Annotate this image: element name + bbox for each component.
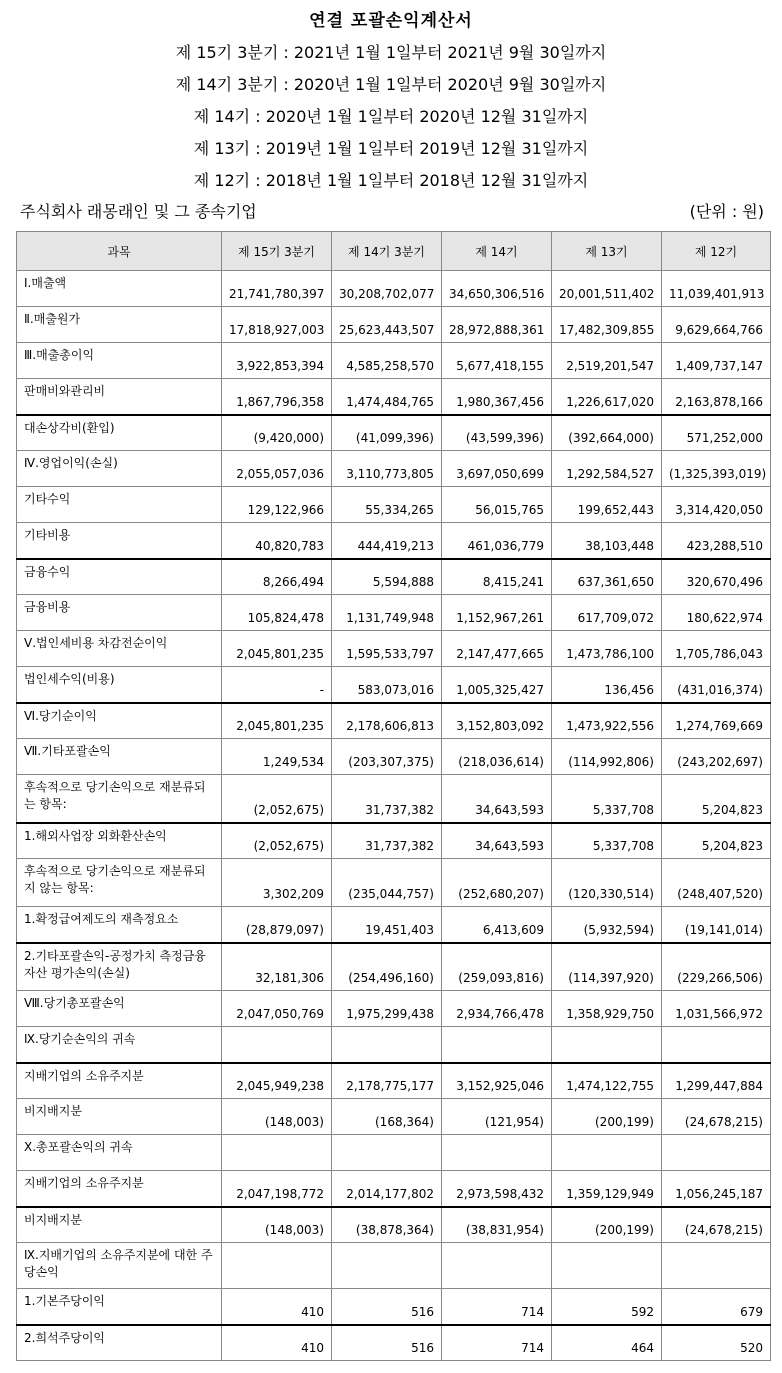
unit-label: (단위 : 원) [689, 202, 764, 221]
amount-cell: (1,325,393,019) [662, 451, 771, 487]
amount-cell: 1,980,367,456 [442, 379, 552, 415]
amount-cell: 2,163,878,166 [662, 379, 771, 415]
account-label: 후속적으로 당기손익으로 재분류되지 않는 항목: [17, 859, 222, 907]
account-label: Ⅵ.당기순이익 [17, 703, 222, 739]
amount-cell: 21,741,780,397 [222, 271, 332, 307]
amount-cell: 9,629,664,766 [662, 307, 771, 343]
header-cell: 제 14기 [442, 232, 552, 271]
account-label: 금융비용 [17, 595, 222, 631]
period-line: 제 14기 : 2020년 1월 1일부터 2020년 12월 31일까지 [193, 107, 589, 126]
amount-cell [332, 1027, 442, 1063]
table-row [17, 1063, 771, 1099]
table-row [17, 307, 771, 343]
amount-cell: 28,972,888,361 [442, 307, 552, 343]
account-label: 2.희석주당이익 [17, 1325, 222, 1361]
amount-cell: 5,594,888 [332, 559, 442, 595]
amount-cell: 32,181,306 [222, 943, 332, 991]
amount-cell: 1,226,617,020 [552, 379, 662, 415]
amount-cell: 2,047,050,769 [222, 991, 332, 1027]
amount-cell: 1,292,584,527 [552, 451, 662, 487]
table-row [17, 823, 771, 859]
amount-cell: (38,878,364) [332, 1207, 442, 1243]
amount-cell: (28,879,097) [222, 907, 332, 943]
amount-cell [552, 1243, 662, 1289]
amount-cell: (24,678,215) [662, 1099, 771, 1135]
amount-cell: (259,093,816) [442, 943, 552, 991]
amount-cell: (392,664,000) [552, 415, 662, 451]
amount-cell: 1,409,737,147 [662, 343, 771, 379]
amount-cell [442, 1027, 552, 1063]
table-row [17, 739, 771, 775]
amount-cell: 1,299,447,884 [662, 1063, 771, 1099]
amount-cell [662, 1243, 771, 1289]
header-cell: 제 12기 [662, 232, 771, 271]
amount-cell: (254,496,160) [332, 943, 442, 991]
account-label: Ⅱ.매출원가 [17, 307, 222, 343]
account-label: 후속적으로 당기손익으로 재분류되는 항목: [17, 775, 222, 823]
period-line: 제 14기 3분기 : 2020년 1월 1일부터 2020년 9월 30일까지 [175, 75, 607, 94]
amount-cell: 2,045,801,235 [222, 631, 332, 667]
account-label: 2.기타포괄손익-공정가치 측정금융자산 평가손익(손실) [17, 943, 222, 991]
amount-cell: 1,474,484,765 [332, 379, 442, 415]
amount-cell: 19,451,403 [332, 907, 442, 943]
amount-cell: 1,031,566,972 [662, 991, 771, 1027]
account-label: 법인세수익(비용) [17, 667, 222, 703]
amount-cell: 637,361,650 [552, 559, 662, 595]
amount-cell: 38,103,448 [552, 523, 662, 559]
amount-cell: (148,003) [222, 1099, 332, 1135]
amount-cell: 55,334,265 [332, 487, 442, 523]
table-row [17, 1325, 771, 1361]
amount-cell [442, 1135, 552, 1171]
amount-cell: 2,178,606,813 [332, 703, 442, 739]
account-label: 1.해외사업장 외화환산손익 [17, 823, 222, 859]
amount-cell: 679 [662, 1289, 771, 1325]
amount-cell: (114,992,806) [552, 739, 662, 775]
table-row [17, 775, 771, 823]
account-label: 1.확정급여제도의 재측정요소 [17, 907, 222, 943]
amount-cell: 3,922,853,394 [222, 343, 332, 379]
account-label: Ⅸ.지배기업의 소유주지분에 대한 주당손익 [17, 1243, 222, 1289]
amount-cell: (114,397,920) [552, 943, 662, 991]
amount-cell: 1,595,533,797 [332, 631, 442, 667]
amount-cell: (243,202,697) [662, 739, 771, 775]
amount-cell: 2,014,177,802 [332, 1171, 442, 1207]
amount-cell: 444,419,213 [332, 523, 442, 559]
amount-cell: - [222, 667, 332, 703]
amount-cell: (2,052,675) [222, 823, 332, 859]
account-label: Ⅳ.영업이익(손실) [17, 451, 222, 487]
table-row [17, 1243, 771, 1289]
amount-cell: 25,623,443,507 [332, 307, 442, 343]
amount-cell: (120,330,514) [552, 859, 662, 907]
amount-cell: (203,307,375) [332, 739, 442, 775]
amount-cell: (41,099,396) [332, 415, 442, 451]
statement-title: 연결 포괄손익계산서 [309, 11, 473, 31]
amount-cell: 592 [552, 1289, 662, 1325]
amount-cell: 2,047,198,772 [222, 1171, 332, 1207]
amount-cell: (38,831,954) [442, 1207, 552, 1243]
amount-cell: (43,599,396) [442, 415, 552, 451]
amount-cell [222, 1243, 332, 1289]
account-label: Ⅸ.당기순손익의 귀속 [17, 1027, 222, 1063]
amount-cell [332, 1135, 442, 1171]
account-label: Ⅲ.매출총이익 [17, 343, 222, 379]
amount-cell: 4,585,258,570 [332, 343, 442, 379]
amount-cell: 1,474,122,755 [552, 1063, 662, 1099]
amount-cell: (218,036,614) [442, 739, 552, 775]
amount-cell: 31,737,382 [332, 775, 442, 823]
amount-cell: (5,932,594) [552, 907, 662, 943]
header-cell: 제 13기 [552, 232, 662, 271]
amount-cell: 5,677,418,155 [442, 343, 552, 379]
amount-cell: 423,288,510 [662, 523, 771, 559]
table-row [17, 523, 771, 559]
amount-cell [332, 1243, 442, 1289]
amount-cell: 583,073,016 [332, 667, 442, 703]
table-row [17, 667, 771, 703]
amount-cell: 2,178,775,177 [332, 1063, 442, 1099]
amount-cell: 1,473,786,100 [552, 631, 662, 667]
amount-cell: 1,358,929,750 [552, 991, 662, 1027]
header-cell: 과목 [17, 232, 222, 271]
amount-cell: 34,650,306,516 [442, 271, 552, 307]
account-label: Ⅰ.매출액 [17, 271, 222, 307]
table-row [17, 451, 771, 487]
amount-cell: 6,413,609 [442, 907, 552, 943]
table-row [17, 559, 771, 595]
table-row [17, 1027, 771, 1063]
amount-cell: 8,266,494 [222, 559, 332, 595]
account-label: 대손상각비(환입) [17, 415, 222, 451]
amount-cell: 31,737,382 [332, 823, 442, 859]
amount-cell: 17,818,927,003 [222, 307, 332, 343]
amount-cell: 8,415,241 [442, 559, 552, 595]
amount-cell: 105,824,478 [222, 595, 332, 631]
amount-cell: 34,643,593 [442, 823, 552, 859]
amount-cell: 410 [222, 1325, 332, 1361]
account-label: 판매비와관리비 [17, 379, 222, 415]
table-row [17, 703, 771, 739]
table-row [17, 991, 771, 1027]
amount-cell: 1,131,749,948 [332, 595, 442, 631]
amount-cell: (2,052,675) [222, 775, 332, 823]
amount-cell: 2,045,949,238 [222, 1063, 332, 1099]
amount-cell: (148,003) [222, 1207, 332, 1243]
amount-cell: 3,302,209 [222, 859, 332, 907]
period-line: 제 12기 : 2018년 1월 1일부터 2018년 12월 31일까지 [193, 171, 589, 190]
period-line: 제 15기 3분기 : 2021년 1월 1일부터 2021년 9월 30일까지 [175, 43, 607, 62]
amount-cell: (200,199) [552, 1207, 662, 1243]
amount-cell: 40,820,783 [222, 523, 332, 559]
amount-cell [552, 1027, 662, 1063]
amount-cell: 129,122,966 [222, 487, 332, 523]
amount-cell: 20,001,511,402 [552, 271, 662, 307]
table-row [17, 415, 771, 451]
table-row [17, 1099, 771, 1135]
amount-cell: 1,056,245,187 [662, 1171, 771, 1207]
amount-cell: 3,152,803,092 [442, 703, 552, 739]
amount-cell: (168,364) [332, 1099, 442, 1135]
amount-cell: 1,705,786,043 [662, 631, 771, 667]
amount-cell: 180,622,974 [662, 595, 771, 631]
account-label: 기타수익 [17, 487, 222, 523]
amount-cell: 34,643,593 [442, 775, 552, 823]
amount-cell: (229,266,506) [662, 943, 771, 991]
account-label: 지배기업의 소유주지분 [17, 1063, 222, 1099]
amount-cell: 3,152,925,046 [442, 1063, 552, 1099]
account-label: 1.기본주당이익 [17, 1289, 222, 1325]
amount-cell: 464 [552, 1325, 662, 1361]
account-label: 지배기업의 소유주지분 [17, 1171, 222, 1207]
amount-cell: 1,867,796,358 [222, 379, 332, 415]
amount-cell: 3,314,420,050 [662, 487, 771, 523]
account-label: 비지배지분 [17, 1099, 222, 1135]
account-label: Ⅷ.당기총포괄손익 [17, 991, 222, 1027]
amount-cell [222, 1135, 332, 1171]
amount-cell: (252,680,207) [442, 859, 552, 907]
amount-cell [222, 1027, 332, 1063]
amount-cell [442, 1243, 552, 1289]
amount-cell: (235,044,757) [332, 859, 442, 907]
table-row [17, 1289, 771, 1325]
amount-cell: 2,934,766,478 [442, 991, 552, 1027]
amount-cell: 2,147,477,665 [442, 631, 552, 667]
amount-cell: 2,973,598,432 [442, 1171, 552, 1207]
account-label: Ⅹ.총포괄손익의 귀속 [17, 1135, 222, 1171]
amount-cell: 2,045,801,235 [222, 703, 332, 739]
company-name: 주식회사 래몽래인 및 그 종속기업 [20, 202, 257, 221]
header-row [17, 232, 771, 271]
amount-cell: 1,473,922,556 [552, 703, 662, 739]
amount-cell: (19,141,014) [662, 907, 771, 943]
amount-cell: 3,110,773,805 [332, 451, 442, 487]
amount-cell: 520 [662, 1325, 771, 1361]
table-row [17, 1135, 771, 1171]
amount-cell: (248,407,520) [662, 859, 771, 907]
table-row [17, 343, 771, 379]
table-row [17, 271, 771, 307]
amount-cell: 5,337,708 [552, 775, 662, 823]
amount-cell: 1,975,299,438 [332, 991, 442, 1027]
amount-cell: 11,039,401,913 [662, 271, 771, 307]
table-row [17, 631, 771, 667]
amount-cell: 714 [442, 1289, 552, 1325]
amount-cell: (200,199) [552, 1099, 662, 1135]
income-statement-table [16, 231, 771, 1361]
amount-cell: 5,337,708 [552, 823, 662, 859]
amount-cell: (121,954) [442, 1099, 552, 1135]
amount-cell: 410 [222, 1289, 332, 1325]
amount-cell: 461,036,779 [442, 523, 552, 559]
amount-cell [552, 1135, 662, 1171]
amount-cell: 1,359,129,949 [552, 1171, 662, 1207]
amount-cell: 1,274,769,669 [662, 703, 771, 739]
account-label: Ⅶ.기타포괄손익 [17, 739, 222, 775]
account-label: 기타비용 [17, 523, 222, 559]
amount-cell: 320,670,496 [662, 559, 771, 595]
table-row [17, 1207, 771, 1243]
amount-cell: 136,456 [552, 667, 662, 703]
amount-cell: 2,519,201,547 [552, 343, 662, 379]
amount-cell: 30,208,702,077 [332, 271, 442, 307]
table-body [17, 271, 771, 1361]
amount-cell: 5,204,823 [662, 775, 771, 823]
amount-cell: 1,249,534 [222, 739, 332, 775]
amount-cell: 3,697,050,699 [442, 451, 552, 487]
amount-cell: 516 [332, 1289, 442, 1325]
amount-cell: 1,005,325,427 [442, 667, 552, 703]
amount-cell: 56,015,765 [442, 487, 552, 523]
amount-cell: 617,709,072 [552, 595, 662, 631]
amount-cell: 5,204,823 [662, 823, 771, 859]
amount-cell: (431,016,374) [662, 667, 771, 703]
header-cell: 제 15기 3분기 [222, 232, 332, 271]
table-row [17, 1171, 771, 1207]
header-cell: 제 14기 3분기 [332, 232, 442, 271]
amount-cell: 199,652,443 [552, 487, 662, 523]
table-row [17, 379, 771, 415]
amount-cell: 17,482,309,855 [552, 307, 662, 343]
amount-cell: (9,420,000) [222, 415, 332, 451]
table-row [17, 907, 771, 943]
amount-cell: (24,678,215) [662, 1207, 771, 1243]
amount-cell [662, 1135, 771, 1171]
amount-cell: 516 [332, 1325, 442, 1361]
table-row [17, 595, 771, 631]
table-row [17, 487, 771, 523]
amount-cell [662, 1027, 771, 1063]
amount-cell: 571,252,000 [662, 415, 771, 451]
account-label: Ⅴ.법인세비용 차감전순이익 [17, 631, 222, 667]
table-row [17, 943, 771, 991]
amount-cell: 2,055,057,036 [222, 451, 332, 487]
account-label: 비지배지분 [17, 1207, 222, 1243]
period-line: 제 13기 : 2019년 1월 1일부터 2019년 12월 31일까지 [193, 139, 589, 158]
table-row [17, 859, 771, 907]
amount-cell: 1,152,967,261 [442, 595, 552, 631]
amount-cell: 714 [442, 1325, 552, 1361]
account-label: 금융수익 [17, 559, 222, 595]
